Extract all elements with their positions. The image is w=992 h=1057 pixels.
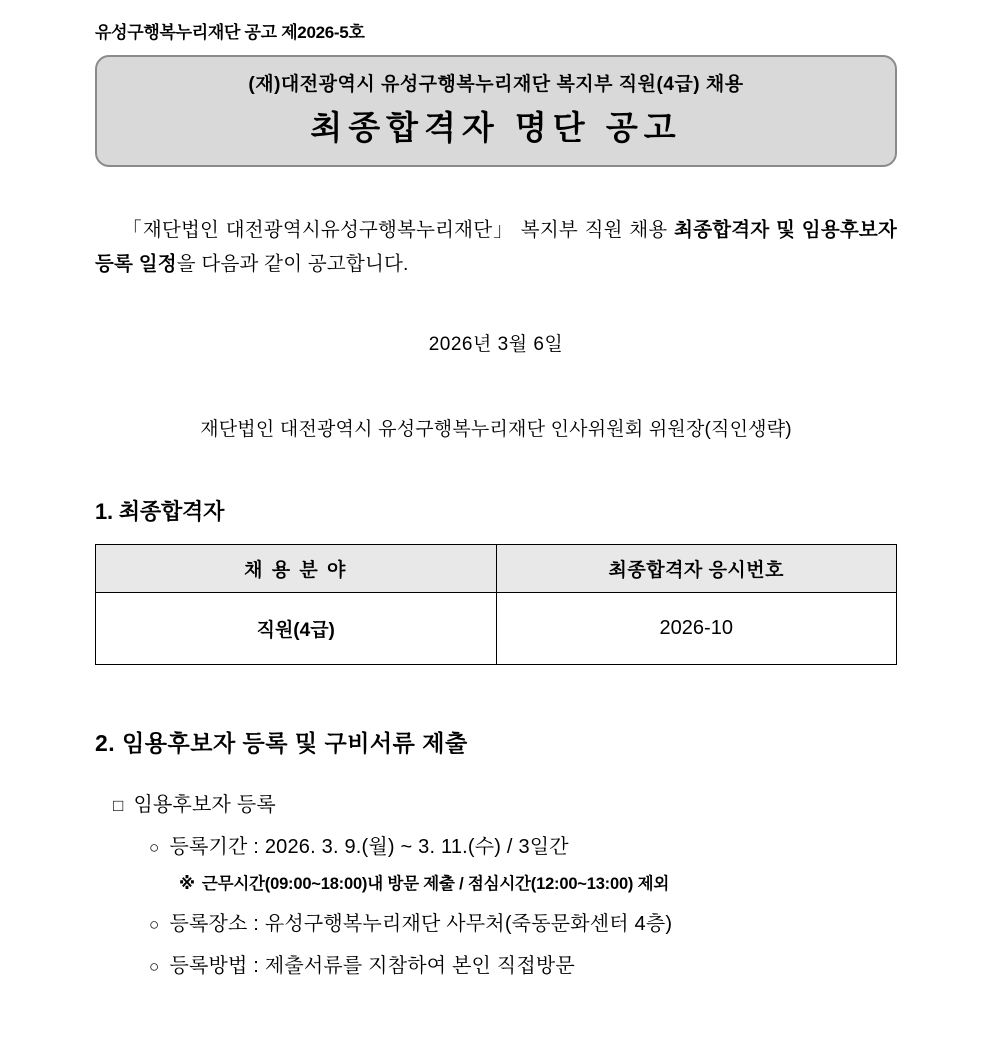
circle-bullet-icon: ○ [149,915,160,935]
issuing-organization: 재단법인 대전광역시 유성구행복누리재단 인사위원회 위원장(직인생략) [200,419,792,441]
circle-bullet-icon: ○ [149,838,160,858]
list-item-label: 등록기간 : 2026. 3. 9.(월) ~ 3. 11.(수) / 3일간 [169,836,569,859]
list-item-label: 등록방법 : 제출서류를 지참하여 본인 직접방문 [169,955,575,978]
reference-mark-icon: ※ [179,875,195,894]
announcement-date: 2026년 3월 6일 [428,334,564,356]
intro-bold-2: 합격자 및 임용후보자 등록 일정 [95,219,897,276]
table-row [96,593,897,665]
table-header-number: 최종합격자 응시번호 [496,545,897,593]
list-item-label: 등록장소 : 유성구행복누리재단 사무처(죽동문화센터 4층) [169,913,673,936]
table-header-row [96,545,897,593]
title-box [95,55,897,167]
intro-text-2: 을 다음과 같이 공고합니다. [176,253,409,276]
list-item [113,949,897,978]
table-cell-field: 직원(4급) [96,593,497,665]
list-item [113,907,897,936]
section-heading-1: 1. 최종합격자 [95,499,225,525]
document-number: 유성구행복누리재단 공고 제2026-5호 [95,23,365,42]
list-item-square [113,788,897,817]
table-header-field: 채 용 분 야 [96,545,497,593]
list-item-note-label: 근무시간(09:00~18:00)내 방문 제출 / 점심시간(12:00~13:00) 제외 [201,875,670,894]
list-item [113,830,897,859]
section-heading-2: 2. 임용후보자 등록 및 구비서류 제출 [95,730,468,757]
final-passers-table [95,544,897,665]
square-bullet-icon: □ [113,796,124,816]
intro-bold-1: 최종 [674,219,713,241]
intro-text-1: 「재단법인 대전광역시유성구행복누리재단」 복지부 직원 채용 [121,219,675,241]
registration-list [95,788,897,978]
list-item-note [113,870,897,894]
list-item-square-label: 임용후보자 등록 [133,794,276,817]
page-title: 최종합격자 명단 공고 [310,109,682,146]
circle-bullet-icon: ○ [149,957,160,977]
title-subtitle: (재)대전광역시 유성구행복누리재단 복지부 직원(4급) 채용 [248,74,744,95]
intro-paragraph [95,213,897,281]
table-cell-number: 2026-10 [496,593,897,665]
